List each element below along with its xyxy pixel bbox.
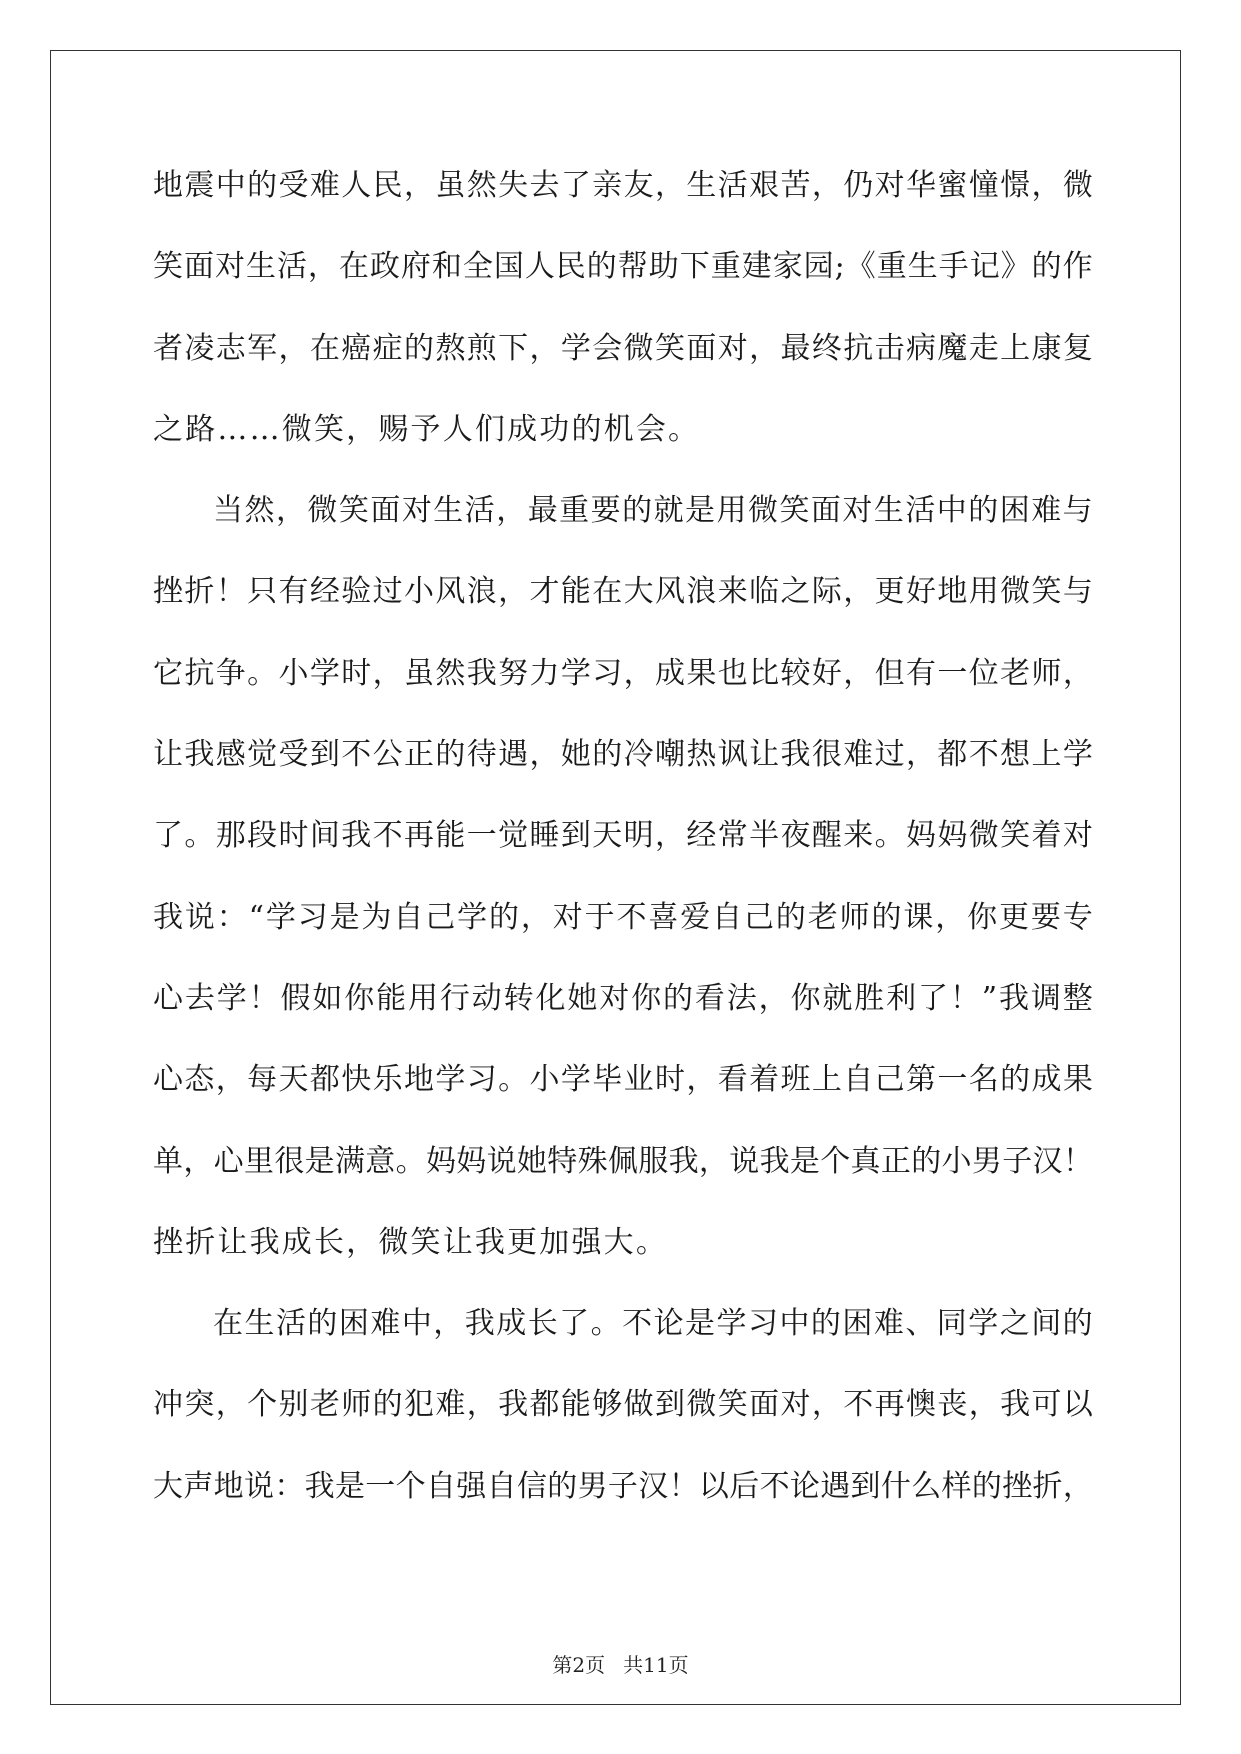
text-line: 挫 折 ！ 只 有 经 验 过 小 风 浪 ， 才 能 在 大 风 浪 来 临 之 际 ， 更 好 地 用 微 笑 与	[153, 574, 1093, 610]
page-footer	[0, 1649, 1241, 1678]
text-line: 冲 突 ， 个 别 老 师 的 犯 难 ， 我 都 能 够 做 到 微 笑 面 对 ， 不 再 懊 丧 ， 我 可 以	[153, 1387, 1093, 1423]
document-body	[153, 160, 1093, 1542]
text-line: 笑 面 对 生 活 ， 在 政 府 和 全 国 人 民 的 帮 助 下 重 建 家 园 ; 《 重 生 手 记 》 的 作	[153, 249, 1093, 285]
text-line: 大 声 地 说 ： 我 是 一 个 自 强 自 信 的 男 子 汉 ！ 以 后 不 论 遇 到 什 么 样 的 挫 折 ，	[153, 1468, 1093, 1504]
text-line: 了 。 那 段 时 间 我 不 再 能 一 觉 睡 到 天 明 ， 经 常 半 夜 醒 来 。 妈 妈 微 笑 着 对	[153, 818, 1093, 854]
text-line: 当 然 ， 微 笑 面 对 生 活 ， 最 重 要 的 就 是 用 微 笑 面 对 生 活 中 的 困 难 与	[213, 493, 1093, 529]
text-line: 地 震 中 的 受 难 人 民 ， 虽 然 失 去 了 亲 友 ， 生 活 艰 苦 ， 仍 对 华 蜜 憧 憬 ， 微	[153, 168, 1093, 203]
text-line: 在 生 活 的 困 难 中 ， 我 成 长 了 。 不 论 是 学 习 中 的 困 难 、 同 学 之 间 的	[213, 1306, 1093, 1342]
text-line: 它 抗 争 。 小 学 时 ， 虽 然 我 努 力 学 习 ， 成 果 也 比 较 好 ， 但 有 一 位 老 师 ，	[153, 655, 1093, 691]
text-line: 之 路 … … 微 笑 ， 赐 予 人 们 成 功 的 机 会 。	[153, 411, 698, 447]
text-line: 挫 折 让 我 成 长 ， 微 笑 让 我 更 加 强 大 。	[153, 1224, 666, 1260]
text-line: 单 ， 心 里 很 是 满 意 。 妈 妈 说 她 特 殊 佩 服 我 ， 说 我 是 个 真 正 的 小 男 子 汉 ！	[153, 1143, 1093, 1179]
page-number: 第2页	[552, 1653, 606, 1677]
text-line: 者 凌 志 军 ， 在 癌 症 的 熬 煎 下 ， 学 会 微 笑 面 对 ， 最 终 抗 击 病 魔 走 上 康 复	[153, 330, 1093, 366]
text-line: 让 我 感 觉 受 到 不 公 正 的 待 遇 ， 她 的 冷 嘲 热 讽 让 我 很 难 过 ， 都 不 想 上 学	[153, 737, 1093, 773]
text-line: 心 去 学 ！ 假 如 你 能 用 行 动 转 化 她 对 你 的 看 法 ， 你 就 胜 利 了 ！ ” 我 调 整	[153, 980, 1093, 1016]
text-line: 我 说 ： “ 学 习 是 为 自 己 学 的 ， 对 于 不 喜 爱 自 己 的 老 师 的 课 ， 你 更 要 专	[153, 899, 1093, 935]
text-line: 心 态 ， 每 天 都 快 乐 地 学 习 。 小 学 毕 业 时 ， 看 着 班 上 自 己 第 一 名 的 成 果	[153, 1062, 1093, 1098]
page-total: 共11页	[623, 1653, 689, 1677]
